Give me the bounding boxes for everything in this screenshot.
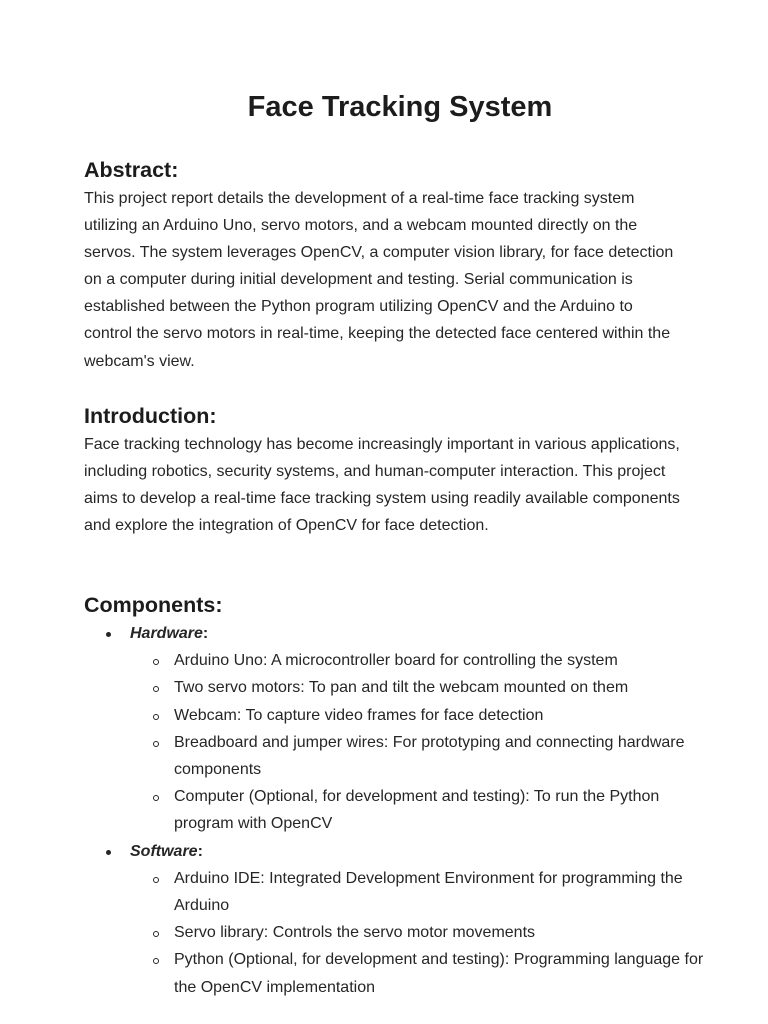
bullet-circle-icon (153, 877, 159, 883)
software-colon: : (197, 842, 203, 860)
abstract-section (84, 156, 684, 375)
list-item (130, 919, 704, 946)
hardware-label: Hardware (130, 625, 203, 642)
software-item-text: Python (Optional, for development and testing): Programming language for the OpenCV implementation (174, 951, 704, 996)
hardware-item-text: Two servo motors: To pan and tilt the webcam mounted on them (174, 679, 629, 697)
bullet-disc-icon (106, 632, 111, 637)
hardware-list (130, 647, 704, 837)
components-heading: Components: (84, 593, 223, 617)
document-title: Face Tracking System (247, 91, 553, 123)
software-category (84, 838, 704, 1001)
hardware-item-text: Arduino Uno: A microcontroller board for controlling the system (174, 652, 618, 670)
list-item (130, 647, 704, 674)
bullet-circle-icon (153, 714, 159, 720)
list-item (130, 674, 704, 701)
components-section (84, 591, 704, 1001)
list-item (130, 783, 704, 837)
list-item (130, 729, 704, 783)
bullet-disc-icon (106, 850, 111, 855)
bullet-circle-icon (153, 659, 159, 665)
list-item (130, 865, 704, 919)
list-item (130, 702, 704, 729)
list-item (130, 946, 704, 1000)
bullet-circle-icon (153, 931, 159, 937)
hardware-item-text: Computer (Optional, for development and testing): To run the Python program with OpenCV (174, 788, 660, 833)
introduction-section (84, 402, 684, 539)
bullet-circle-icon (153, 958, 159, 964)
components-list (84, 620, 704, 1001)
hardware-colon: : (202, 625, 209, 642)
software-list (130, 865, 704, 1001)
introduction-text: Face tracking technology has become increasingly important in various applications, including robotics, security systems, and human-computer interaction. This project aims to develop a real-time face tracking system using readily available components and explore the integration of OpenCV for face detection. (84, 436, 680, 535)
bullet-circle-icon (153, 741, 159, 747)
software-item-text: Arduino IDE: Integrated Development Environment for programming the Arduino (174, 869, 683, 915)
software-label: Software (130, 842, 198, 860)
hardware-item-text: Webcam: To capture video frames for face detection (174, 706, 544, 724)
bullet-circle-icon (153, 686, 159, 692)
abstract-text: This project report details the development of a real-time face tracking system utilizing an Arduino Uno, servo motors, and a webcam mounted directly on the servos. The system leverages OpenCV, a computer vision library, for face detection on a computer during initial development and testing. Serial communication is established between the Python program utilizing OpenCV and the Arduino to control the servo motors in real-time, keeping the detected face centered within the webcam's view. (84, 190, 674, 370)
hardware-category (84, 620, 704, 838)
introduction-heading: Introduction: (84, 404, 217, 428)
bullet-circle-icon (153, 795, 159, 801)
abstract-heading: Abstract: (84, 158, 179, 182)
hardware-item-text: Breadboard and jumper wires: For prototyping and connecting hardware components (174, 733, 685, 779)
software-item-text: Servo library: Controls the servo motor movements (174, 924, 536, 942)
